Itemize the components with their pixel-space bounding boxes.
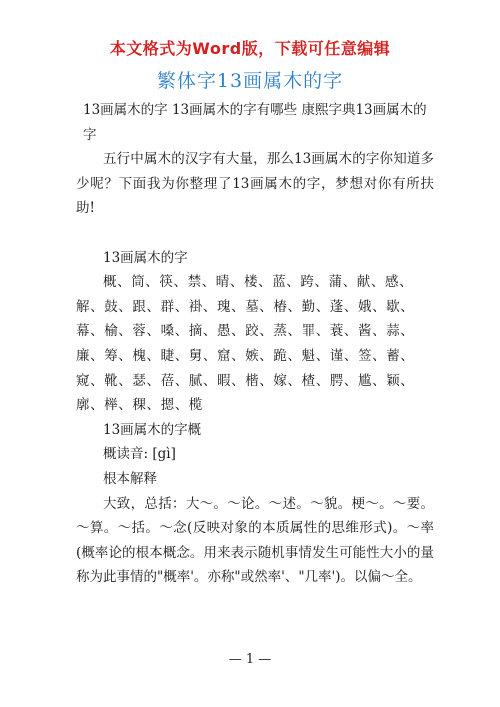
intro-line: 13画属木的字 13画属木的字有哪些 康熙字典13画属木的字 <box>83 102 427 143</box>
page-number: — 1 — <box>228 652 272 667</box>
download-banner: 本文格式为Word版，下载可任意编辑 <box>109 39 391 58</box>
char-row: 幕、榆、蓉、嗓、摘、愚、跤、蒸、罪、蓑、酱、蒜、 <box>76 323 415 340</box>
char-row: 概、筒、筷、禁、晴、楼、蓝、跨、蒲、献、感、 <box>103 274 414 291</box>
sub-heading: 13画属木的字概 <box>103 421 202 438</box>
document-body <box>76 98 434 590</box>
char-row: 解、鼓、跟、群、褂、瑰、墓、椿、勤、蓬、娥、歇、 <box>76 298 415 315</box>
reading-line: 概读音: [gì] <box>103 446 176 463</box>
char-row: 廉、筹、槐、睫、舅、窟、嫉、跪、魁、谨、签、蓄、 <box>76 347 415 364</box>
document-title: 繁体字13画属木的字 <box>156 70 344 92</box>
basic-definition-heading: 根本解释 <box>103 470 157 487</box>
section-heading: 13画属木的字 <box>103 249 188 266</box>
intro-paragraph: 五行中属木的汉字有大量，那么13画属木的字你知道多少呢？下面我为你整理了13画属木的字，梦想对你有所扶助! <box>76 151 434 217</box>
char-row: 窥、靴、瑟、蓓、腻、暇、楷、嫁、楂、腭、尴、颖、 <box>76 372 415 389</box>
definition-paragraph: 大致，总括：大～。～论。～述。～貌。梗～。～要。～算。～括。～念(反映对象的本质属性的思维形式)。～率(概率论的根本概念。用来表示随机事情发生可能性大小的量称为此事情的"概率'。亦称"或然率'、"几率')。以偏～全。 <box>76 495 434 586</box>
char-row: 廓、榉、稞、摁、榄 <box>76 397 203 414</box>
char-list <box>76 270 434 418</box>
spacer <box>76 221 434 246</box>
